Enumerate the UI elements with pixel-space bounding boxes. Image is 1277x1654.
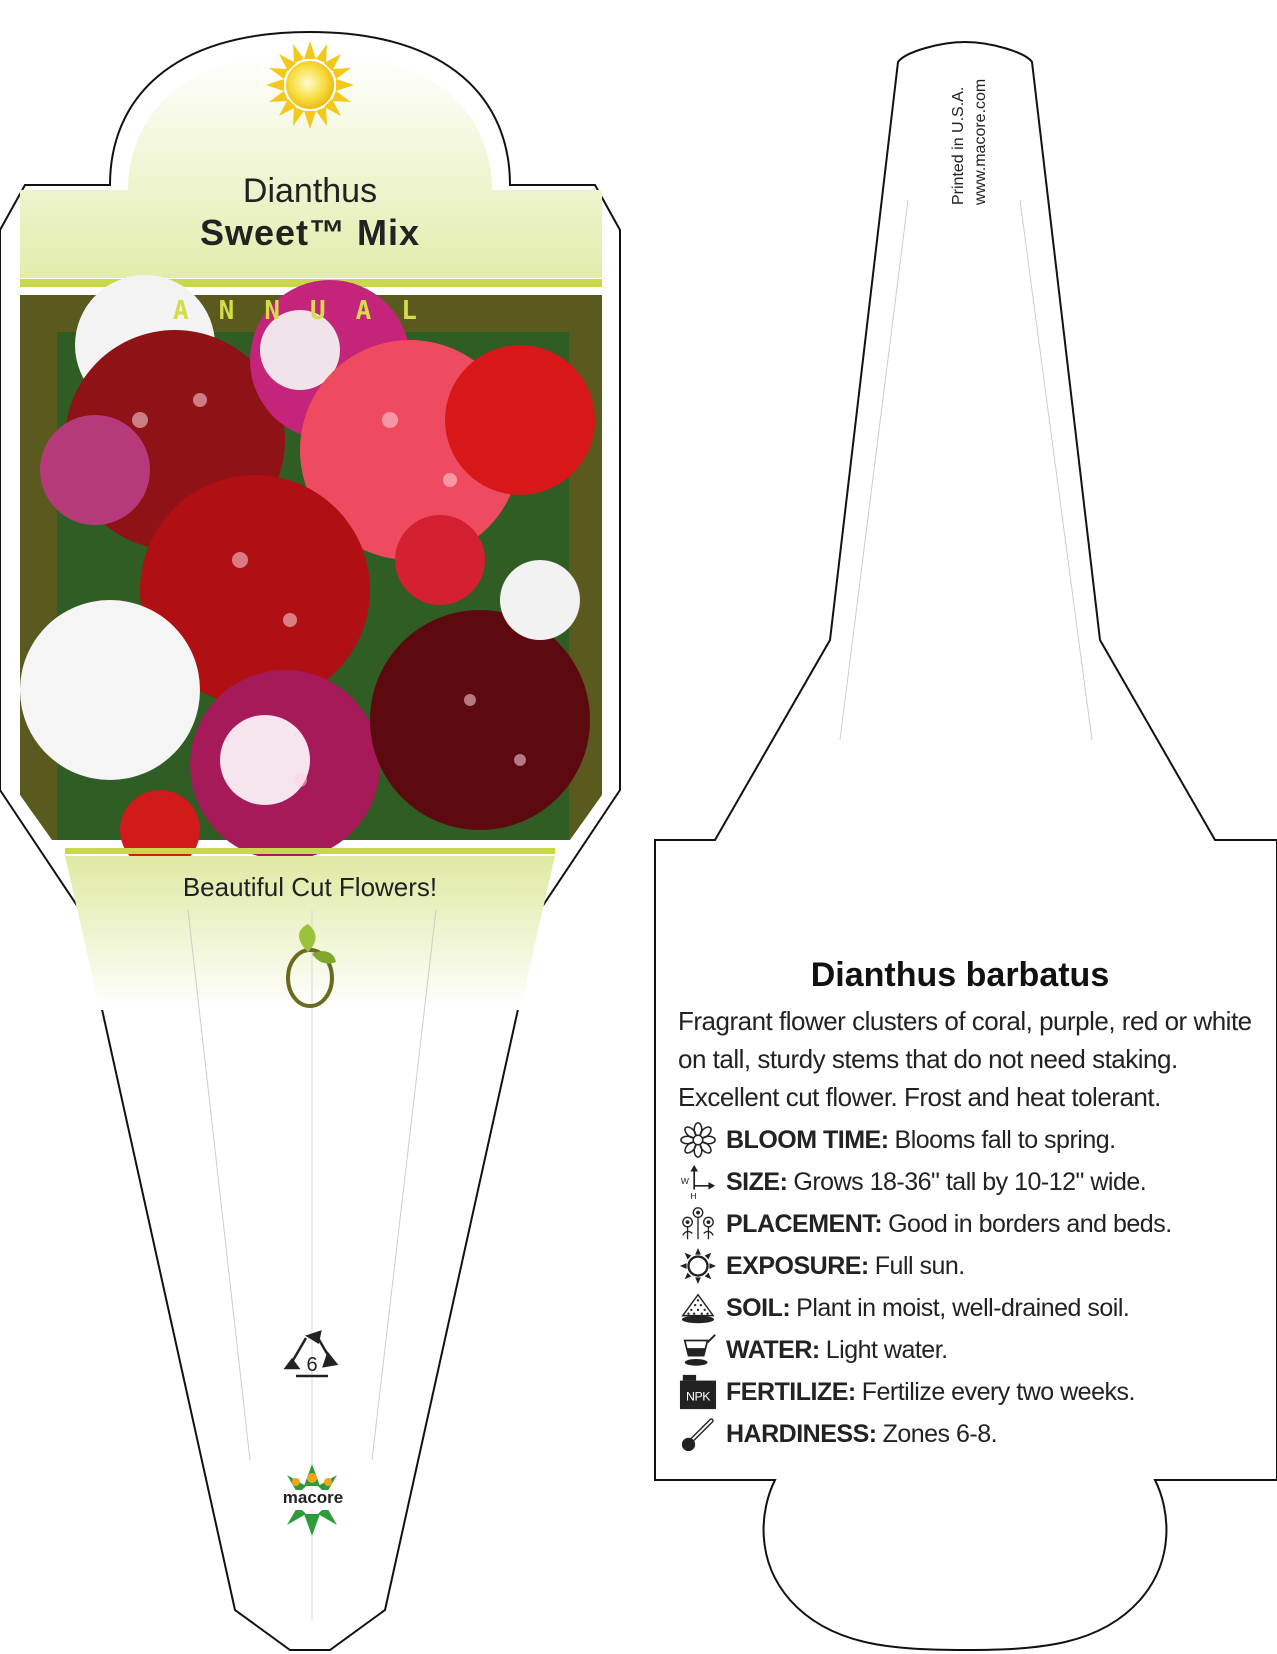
size-icon-h: H bbox=[690, 1191, 697, 1201]
attribute-fertilize bbox=[678, 1372, 1135, 1412]
thermometer-icon bbox=[678, 1415, 718, 1453]
website: www.macore.com bbox=[972, 78, 989, 205]
sun-icon bbox=[266, 41, 354, 129]
attr-value: Grows 18-36" tall by 10-12" wide. bbox=[793, 1167, 1147, 1196]
recycle-code: 6 bbox=[306, 1354, 318, 1376]
attribute-hardiness bbox=[678, 1414, 997, 1454]
attr-label: FERTILIZE: bbox=[726, 1377, 856, 1406]
plant-variety-title: Sweet™ Mix bbox=[199, 212, 421, 253]
attr-label: EXPOSURE: bbox=[726, 1251, 869, 1280]
size-icon-w: W bbox=[680, 1175, 689, 1186]
print-info bbox=[948, 79, 992, 205]
attr-value: Light water. bbox=[825, 1335, 948, 1364]
npk-icon bbox=[678, 1373, 718, 1411]
attr-label: SIZE: bbox=[726, 1167, 788, 1196]
soil-icon bbox=[678, 1289, 718, 1327]
flower-icon bbox=[678, 1121, 718, 1159]
printed-in: Printed in U.S.A. bbox=[950, 86, 967, 205]
front-lower-band bbox=[65, 848, 555, 854]
attr-value: Zones 6-8. bbox=[882, 1419, 998, 1448]
attr-label: BLOOM TIME: bbox=[726, 1125, 889, 1154]
plant-genus-title: Dianthus bbox=[242, 172, 378, 210]
botanical-name: Dianthus barbatus bbox=[810, 956, 1110, 994]
attr-value: Full sun. bbox=[874, 1251, 965, 1280]
flower-photo bbox=[20, 275, 595, 870]
attr-value: Good in borders and beds. bbox=[888, 1209, 1172, 1238]
attribute-placement bbox=[678, 1204, 1172, 1244]
attr-value: Fertilize every two weeks. bbox=[861, 1377, 1135, 1406]
attr-value: Blooms fall to spring. bbox=[894, 1125, 1116, 1154]
attr-label: WATER: bbox=[726, 1335, 820, 1364]
attribute-bloom-time bbox=[678, 1120, 1116, 1160]
attr-label: PLACEMENT: bbox=[726, 1209, 883, 1238]
sun-icon bbox=[678, 1247, 718, 1285]
plant-description: Fragrant flower clusters of coral, purple, red or white on tall, sturdy stems that do not need staking. Excellent cut flower. Frost and heat tolerant. bbox=[678, 1006, 1252, 1112]
tagline: Beautiful Cut Flowers! bbox=[182, 872, 438, 902]
attribute-exposure bbox=[678, 1246, 965, 1286]
brand-name: macore bbox=[282, 1488, 344, 1507]
plant-category-label: ANNUAL bbox=[173, 296, 447, 326]
attribute-size bbox=[678, 1162, 1146, 1202]
attr-label: HARDINESS: bbox=[726, 1419, 877, 1448]
attribute-soil bbox=[678, 1288, 1129, 1328]
attribute-water bbox=[678, 1330, 948, 1370]
watering-can-icon bbox=[678, 1331, 718, 1369]
placement-icon bbox=[678, 1205, 718, 1243]
size-icon bbox=[678, 1163, 718, 1201]
attr-value: Plant in moist, well-drained soil. bbox=[796, 1293, 1130, 1322]
npk-text: NPK bbox=[686, 1389, 710, 1404]
attr-label: SOIL: bbox=[726, 1293, 791, 1322]
